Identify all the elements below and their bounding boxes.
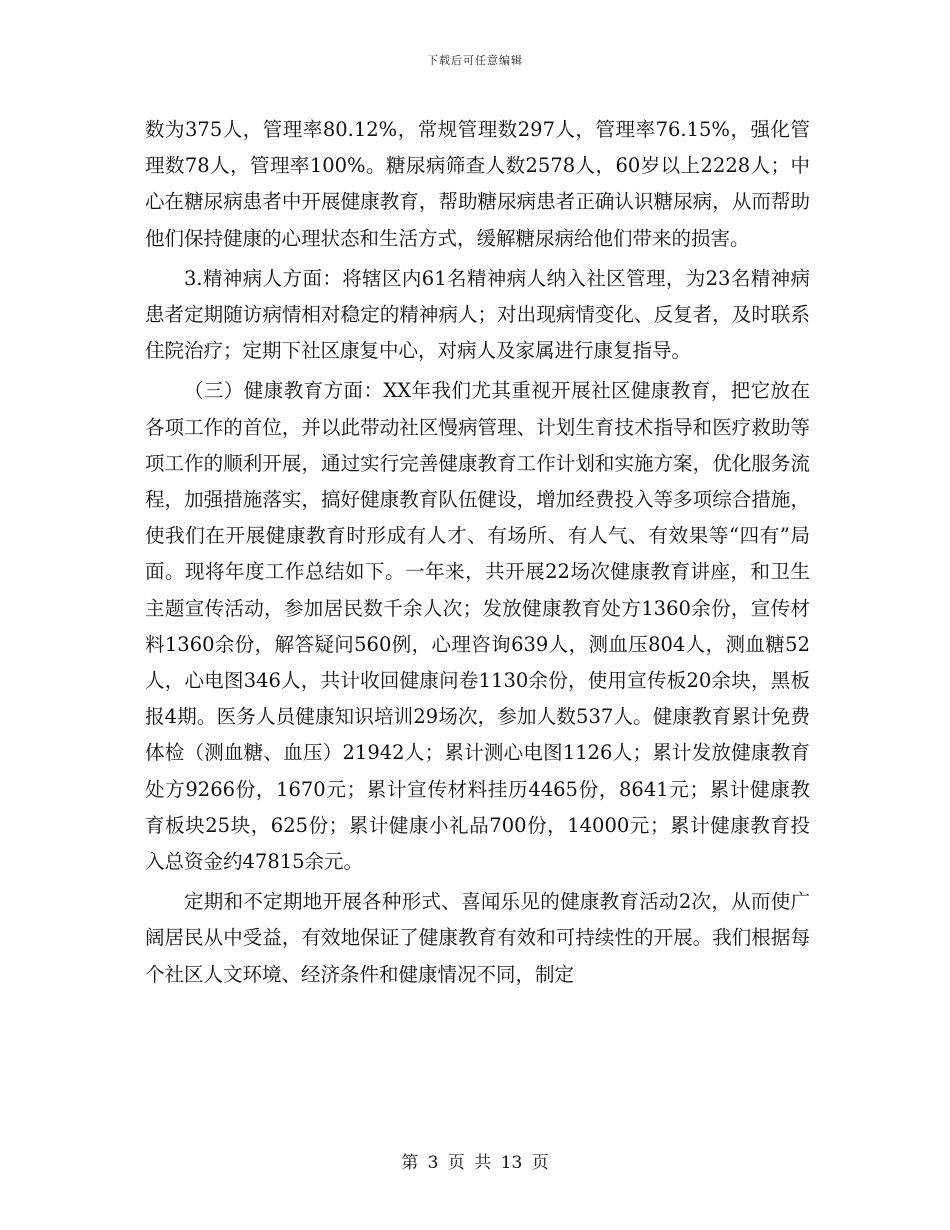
paragraph-education-activities: 定期和不定期地开展各种形式、喜闻乐见的健康教育活动2次，从而使广阔居民从中受益，有效地保证了健康教育有效和可持续性的开展。我们根据每个社区人文环境、经济条件和健康情况不同，制定 [145, 890, 810, 986]
paragraph-diabetes: 数为375人，管理率80.12%，常规管理数297人，管理率76.15%，强化管理数78人，管理率100%。糖尿病筛查人数2578人，60岁以上2228人；中心在糖尿病患者中开展健康教育，帮助糖尿病患者正确认识糖尿病，从而帮助他们保持健康的心理状态和生活方式，缓解糖尿病给他们带来的损害。 [145, 118, 810, 250]
document-body [145, 112, 810, 993]
paragraph-mental-health: 3.精神病人方面：将辖区内61名精神病人纳入社区管理，为23名精神病患者定期随访病情相对稳定的精神病人；对出现病情变化、反复者，及时联系住院治疗；定期下社区康复中心，对病人及家属进行康复指导。 [145, 266, 810, 363]
page-footer: 第 3 页 共 13 页 [401, 1153, 549, 1173]
page-header: 下载后可任意编辑 [427, 54, 523, 67]
paragraph-health-education: （三）健康教育方面：XX年我们尤其重视开展社区健康教育，把它放在各项工作的首位，并以此带动社区慢病管理、计划生育技术指导和医疗救助等项工作的顺利开展，通过实行完善健康教育工作计划和实施方案，优化服务流程，加强措施落实，搞好健康教育队伍健设，增加经费投入等多项综合措施，使我们在开展健康教育时形成有人才、有场所、有人气、有效果等“四有”局面。现将年度工作总结如下。一年来，共开展22场次健康教育讲座，和卫生主题宣传活动，参加居民数千余人次；发放健康教育处方1360余份，宣传材料1360余份，解答疑问560例，心理咨询639人，测血压804人，测血糖52人，心电图346人，共计收回健康问卷1130余份，使用宣传板20余块，黑板报4期。医务人员健康知识培训29场次，参加人数537人。健康教育累计免费体检（测血糖、血压）21942人；累计测心电图1126人；累计发放健康教育处方9266份，1670元；累计宣传材料挂历4465份，8641元；累计健康教育板块25块，625份；累计健康小礼品700份，14000元；累计健康教育投入总资金约47815余元。 [145, 379, 810, 874]
